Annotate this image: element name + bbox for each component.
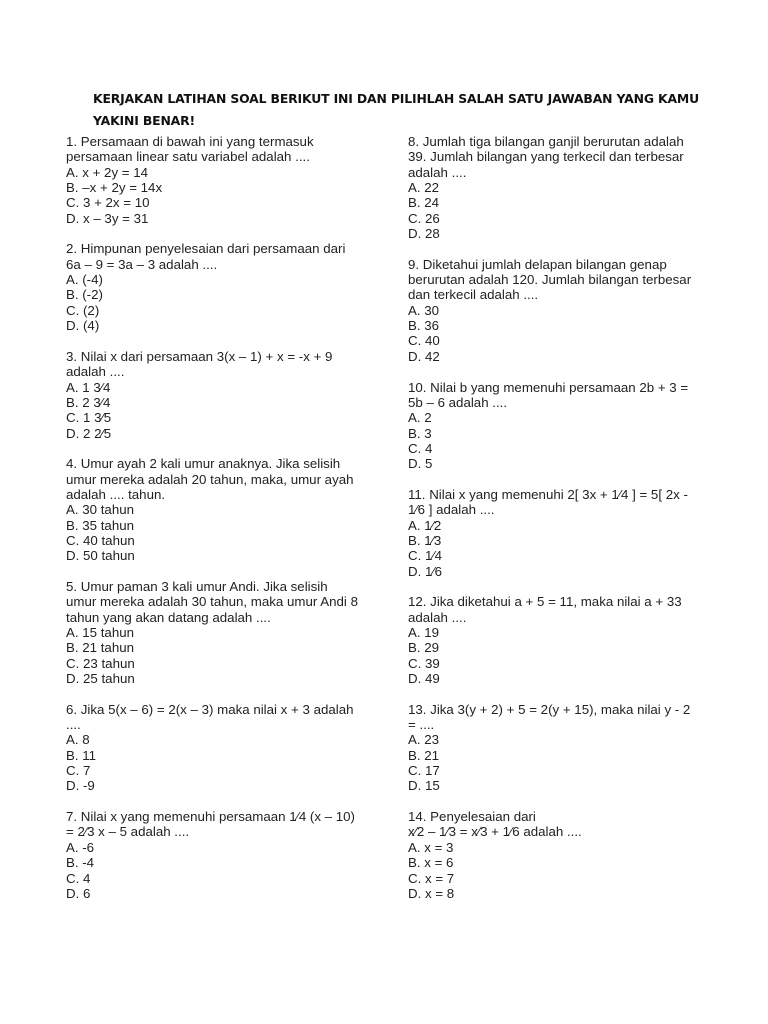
answer-option: C. 4 [408, 440, 433, 456]
question-item [408, 809, 728, 901]
answer-option: D. x – 3y = 31 [66, 210, 149, 226]
answer-option: A. 22 [408, 180, 440, 196]
question-stem-line: tahun yang akan datang adalah .... [66, 609, 271, 625]
question-stem-line: adalah .... tahun. [66, 486, 166, 502]
question-stem-line: adalah .... [408, 164, 467, 180]
answer-option: D. 6 [66, 885, 91, 901]
answer-option: B. 11 [66, 747, 97, 763]
question-stem [408, 594, 728, 625]
question-stem-line: persamaan linear satu variabel adalah .... [66, 149, 310, 165]
right-question-column [408, 134, 728, 917]
answer-option: C. 17 [408, 763, 440, 779]
question-stem [408, 380, 728, 411]
answer-option: A. 30 [408, 302, 440, 318]
question-stem-line: 3. Nilai x dari persamaan 3(x – 1) + x = -x + 9 [66, 348, 333, 364]
question-stem-line: umur mereka adalah 30 tahun, maka umur Andi 8 [66, 594, 358, 610]
answer-option: C. 40 tahun [66, 532, 135, 548]
answer-option: B. -4 [66, 855, 95, 871]
question-item [66, 809, 386, 901]
question-item [66, 349, 386, 441]
answer-option: A. 1 3⁄4 [66, 379, 111, 395]
question-stem-line: 6. Jika 5(x – 6) = 2(x – 3) maka nilai x + 3 adalah [66, 701, 354, 717]
question-stem-line: .... [66, 717, 81, 733]
answer-option: C. 26 [408, 210, 440, 226]
answer-option: A. 2 [408, 410, 432, 426]
answer-option: B. 3 [408, 425, 432, 441]
answer-option: A. (-4) [66, 272, 103, 288]
heading-line: KERJAKAN LATIHAN SOAL BERIKUT INI DAN PILIHLAH SALAH SATU JAWABAN YANG KAMU [93, 91, 699, 106]
answer-option: C. 3 + 2x = 10 [66, 195, 150, 211]
question-stem-line: x⁄2 – 1⁄3 = x⁄3 + 1⁄6 adalah .... [408, 824, 582, 840]
answer-option: B. 29 [408, 640, 440, 656]
answer-option: D. (4) [66, 318, 100, 334]
question-stem-line: 1. Persamaan di bawah ini yang termasuk [66, 134, 314, 149]
answer-option: D. 50 tahun [66, 548, 135, 564]
question-stem-line: 1⁄6 ] adalah .... [408, 502, 495, 518]
answer-option: C. 1⁄4 [408, 548, 443, 564]
question-stem-line: dan terkecil adalah .... [408, 287, 539, 303]
question-item [408, 702, 728, 794]
question-stem [66, 809, 386, 840]
answer-option: B. 21 [408, 747, 440, 763]
answer-option: C. 39 [408, 655, 440, 671]
question-stem [66, 241, 386, 272]
question-item [408, 257, 728, 364]
question-stem-line: adalah .... [408, 609, 467, 625]
question-stem [408, 809, 728, 840]
answer-option: C. 7 [66, 763, 91, 779]
answer-option: B. 1⁄3 [408, 532, 442, 548]
answer-option: D. 49 [408, 671, 440, 687]
question-stem-line: 14. Penyelesaian dari [408, 809, 536, 825]
question-item [408, 134, 728, 241]
answer-option: A. 19 [408, 625, 440, 640]
question-stem [408, 702, 728, 733]
question-stem-line: 10. Nilai b yang memenuhi persamaan 2b + 3 = [408, 379, 689, 395]
question-stem [66, 349, 386, 380]
question-stem [408, 134, 728, 180]
answer-option: C. 4 [66, 870, 91, 886]
question-item [408, 487, 728, 579]
question-stem-line: 8. Jumlah tiga bilangan ganjil berurutan adalah [408, 134, 684, 149]
question-item [408, 594, 728, 686]
answer-option: B. 24 [408, 195, 440, 211]
question-stem [66, 456, 386, 502]
question-stem-line: umur mereka adalah 20 tahun, maka, umur ayah [66, 471, 354, 487]
answer-option: A. -6 [66, 839, 95, 855]
question-item [408, 380, 728, 472]
question-stem-line: = 2⁄3 x – 5 adalah .... [66, 824, 190, 840]
answer-option: D. 5 [408, 456, 433, 472]
question-stem-line: 11. Nilai x yang memenuhi 2[ 3x + 1⁄4 ] = 5[ 2x - [408, 486, 688, 502]
question-stem [66, 702, 386, 733]
question-stem-line: 7. Nilai x yang memenuhi persamaan 1⁄4 (x – 10) [66, 809, 355, 825]
question-stem [66, 579, 386, 625]
answer-option: B. 2 3⁄4 [66, 394, 111, 410]
answer-option: B. x = 6 [408, 855, 454, 871]
question-item [66, 134, 386, 226]
answer-option: D. 42 [408, 348, 440, 364]
answer-option: A. x = 3 [408, 839, 454, 855]
question-stem-line: 5b – 6 adalah .... [408, 394, 508, 410]
answer-option: B. (-2) [66, 287, 103, 303]
answer-option: D. -9 [66, 778, 95, 794]
answer-option: B. 35 tahun [66, 517, 135, 533]
question-stem-line: 39. Jumlah bilangan yang terkecil dan terbesar [408, 149, 684, 165]
question-stem-line: berurutan adalah 120. Jumlah bilangan terbesar [408, 272, 692, 288]
question-stem-line: = .... [408, 717, 435, 733]
question-item [66, 579, 386, 686]
question-stem-line: 5. Umur paman 3 kali umur Andi. Jika selisih [66, 578, 328, 594]
answer-option: A. 8 [66, 732, 90, 748]
question-stem-line: 12. Jika diketahui a + 5 = 11, maka nilai a + 33 [408, 594, 682, 610]
question-stem-line: adalah .... [66, 364, 125, 380]
question-stem-line: 2. Himpunan penyelesaian dari persamaan dari [66, 241, 346, 257]
answer-option: A. 15 tahun [66, 625, 135, 640]
answer-option: C. 40 [408, 333, 440, 349]
answer-option: C. x = 7 [408, 870, 455, 886]
answer-option: B. –x + 2y = 14x [66, 180, 163, 196]
answer-option: A. 23 [408, 732, 440, 748]
answer-option: D. 28 [408, 226, 440, 242]
question-stem [66, 134, 386, 165]
answer-option: C. 23 tahun [66, 655, 135, 671]
heading-line: YAKINI BENAR! [93, 113, 195, 128]
question-stem-line: 13. Jika 3(y + 2) + 5 = 2(y + 15), maka nilai y - 2 [408, 701, 691, 717]
question-stem-line: 4. Umur ayah 2 kali umur anaknya. Jika selisih [66, 456, 341, 472]
answer-option: D. 15 [408, 778, 440, 794]
left-question-column [66, 134, 386, 917]
answer-option: D. 25 tahun [66, 671, 135, 687]
answer-option: D. 2 2⁄5 [66, 425, 112, 441]
instructions-heading [93, 88, 713, 132]
answer-option: C. (2) [66, 302, 100, 318]
answer-option: A. 30 tahun [66, 502, 135, 518]
question-stem [408, 257, 728, 303]
answer-option: D. 1⁄6 [408, 563, 443, 579]
answer-option: B. 21 tahun [66, 640, 135, 656]
question-item [66, 702, 386, 794]
answer-option: A. 1⁄2 [408, 517, 442, 533]
question-item [66, 241, 386, 333]
answer-option: B. 36 [408, 318, 440, 334]
question-stem-line: 6a – 9 = 3a – 3 adalah .... [66, 256, 218, 272]
answer-option: C. 1 3⁄5 [66, 410, 112, 426]
question-item [66, 456, 386, 563]
question-stem [408, 487, 728, 518]
question-stem-line: 9. Diketahui jumlah delapan bilangan genap [408, 256, 667, 272]
answer-option: A. x + 2y = 14 [66, 164, 149, 180]
answer-option: D. x = 8 [408, 885, 455, 901]
